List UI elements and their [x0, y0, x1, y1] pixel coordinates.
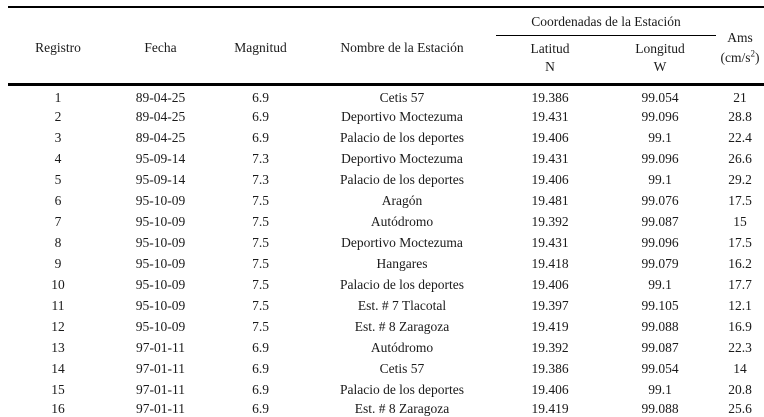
cell-magnitud: 7.5 — [252, 255, 269, 271]
cell-latitud: 19.386 — [531, 360, 569, 376]
longitud-direction: W — [653, 59, 667, 75]
col-header-latitud: Latitud N — [496, 35, 604, 84]
table-row — [8, 190, 764, 211]
cell-magnitud: 7.3 — [252, 171, 269, 187]
cell-magnitud: 7.5 — [252, 276, 269, 292]
cell-registro: 3 — [54, 129, 62, 145]
col-header-longitud: Longitud W — [604, 35, 716, 84]
cell-longitud: 99.088 — [641, 401, 679, 417]
cell-fecha: 97-01-11 — [136, 381, 185, 397]
cell-latitud: 19.406 — [531, 171, 569, 187]
cell-magnitud: 6.9 — [252, 360, 269, 376]
cell-ams: 22.3 — [728, 339, 752, 355]
ams-unit: $(cm/s^2)$ — [720, 48, 760, 65]
table-row — [8, 253, 764, 274]
cell-magnitud: 6.9 — [252, 89, 269, 105]
cell-nombre: Est. # 8 Zaragoza — [354, 318, 450, 334]
cell-ams: 12.1 — [728, 297, 752, 313]
cell-ams: 21 — [733, 89, 747, 105]
cell-nombre: Aragón — [381, 192, 423, 208]
cell-nombre: Hangares — [376, 255, 428, 271]
cell-fecha: 95-10-09 — [135, 213, 186, 229]
cell-ams: 15 — [733, 213, 747, 229]
table-row — [8, 127, 764, 148]
cell-nombre: Deportivo Moctezuma — [341, 234, 463, 250]
cell-fecha: 89-04-25 — [135, 89, 186, 105]
cell-magnitud: 6.9 — [252, 401, 269, 417]
cell-latitud: 19.397 — [531, 297, 569, 313]
cell-latitud: 19.392 — [531, 213, 569, 229]
cell-nombre: Est. # 7 Tlacotal — [357, 297, 447, 313]
cell-longitud: 99.096 — [641, 108, 679, 124]
cell-fecha: 97-01-11 — [136, 360, 185, 376]
table-row — [8, 358, 764, 379]
cell-registro: 5 — [54, 171, 62, 187]
cell-registro: 7 — [54, 213, 62, 229]
cell-nombre: Autódromo — [370, 339, 434, 355]
cell-registro: 4 — [54, 150, 62, 166]
col-group-header-coordenadas: Coordenadas de la Estación — [496, 7, 716, 35]
cell-longitud: 99.076 — [641, 192, 679, 208]
cell-fecha: 95-10-09 — [135, 276, 186, 292]
col-header-fecha: Fecha — [144, 40, 177, 56]
ams-label: Ams — [727, 30, 753, 46]
table-row — [8, 211, 764, 232]
cell-ams: 20.8 — [728, 381, 752, 397]
cell-ams: 16.9 — [728, 318, 752, 334]
cell-latitud: 19.431 — [531, 108, 569, 124]
cell-ams: 16.2 — [728, 255, 752, 271]
cell-nombre: Palacio de los deportes — [339, 129, 465, 145]
cell-latitud: 19.386 — [531, 89, 569, 105]
cell-nombre: Palacio de los deportes — [339, 381, 465, 397]
cell-registro: 14 — [51, 360, 65, 376]
cell-latitud: 19.392 — [531, 339, 569, 355]
cell-nombre: Cetis 57 — [379, 89, 425, 105]
cell-registro: 10 — [51, 276, 65, 292]
cell-ams: 29.2 — [728, 171, 752, 187]
cell-registro: 9 — [54, 255, 62, 271]
table-row — [8, 379, 764, 400]
cell-registro: 13 — [51, 339, 65, 355]
cell-longitud: 99.1 — [648, 171, 672, 187]
cell-latitud: 19.418 — [531, 255, 569, 271]
cell-latitud: 19.419 — [531, 318, 569, 334]
table-row — [8, 232, 764, 253]
cell-ams: 14 — [733, 360, 747, 376]
cell-fecha: 95-10-09 — [135, 234, 186, 250]
cell-fecha: 89-04-25 — [135, 129, 186, 145]
table-body — [8, 84, 764, 417]
cell-registro: 15 — [51, 381, 65, 397]
col-header-nombre-estacion: Nombre de la Estación — [340, 40, 464, 56]
cell-ams: 22.4 — [728, 129, 752, 145]
table-row — [8, 295, 764, 316]
col-header-magnitud: Magnitud — [234, 40, 287, 56]
cell-magnitud: 7.5 — [252, 297, 269, 313]
cell-fecha: 89-04-25 — [135, 108, 186, 124]
cell-magnitud: 6.9 — [252, 339, 269, 355]
table-row — [8, 106, 764, 127]
cell-ams: 28.8 — [728, 108, 752, 124]
cell-magnitud: 7.3 — [252, 150, 269, 166]
cell-magnitud: 7.5 — [252, 318, 269, 334]
cell-fecha: 95-09-14 — [135, 150, 186, 166]
cell-nombre: Palacio de los deportes — [339, 171, 465, 187]
cell-longitud: 99.105 — [641, 297, 679, 313]
col-header-registro: Registro — [35, 40, 81, 56]
cell-magnitud: 7.5 — [252, 213, 269, 229]
table-row — [8, 316, 764, 337]
cell-latitud: 19.419 — [531, 401, 569, 417]
cell-registro: 12 — [51, 318, 65, 334]
cell-latitud: 19.431 — [531, 234, 569, 250]
seismic-records-table — [8, 6, 764, 417]
cell-fecha: 95-10-09 — [135, 192, 186, 208]
cell-longitud: 99.1 — [648, 381, 672, 397]
cell-latitud: 19.406 — [531, 381, 569, 397]
cell-latitud: 19.406 — [531, 129, 569, 145]
cell-fecha: 95-10-09 — [135, 318, 186, 334]
cell-ams: 17.5 — [728, 192, 752, 208]
cell-nombre: Cetis 57 — [379, 360, 425, 376]
cell-ams: 17.7 — [728, 276, 752, 292]
cell-longitud: 99.054 — [641, 360, 679, 376]
table-header — [8, 7, 764, 84]
cell-longitud: 99.1 — [648, 276, 672, 292]
table-row — [8, 337, 764, 358]
cell-longitud: 99.088 — [641, 318, 679, 334]
cell-fecha: 95-10-09 — [135, 255, 186, 271]
cell-nombre: Deportivo Moctezuma — [341, 108, 463, 124]
cell-nombre: Palacio de los deportes — [339, 276, 465, 292]
cell-nombre: Autódromo — [370, 213, 434, 229]
table-row — [8, 274, 764, 295]
cell-longitud: 99.054 — [641, 89, 679, 105]
cell-registro: 6 — [54, 192, 62, 208]
cell-magnitud: 6.9 — [252, 129, 269, 145]
latitud-direction: N — [545, 59, 555, 75]
cell-registro: 2 — [54, 108, 62, 124]
cell-latitud: 19.431 — [531, 150, 569, 166]
cell-nombre: Est. # 8 Zaragoza — [354, 401, 450, 417]
cell-longitud: 99.087 — [641, 339, 679, 355]
table-row — [8, 169, 764, 190]
cell-magnitud: 6.9 — [252, 108, 269, 124]
cell-longitud: 99.079 — [641, 255, 679, 271]
cell-latitud: 19.481 — [531, 192, 569, 208]
table-row — [8, 84, 764, 106]
cell-latitud: 19.406 — [531, 276, 569, 292]
table-row — [8, 148, 764, 169]
cell-registro: 8 — [54, 234, 62, 250]
cell-magnitud: 7.5 — [252, 234, 269, 250]
cell-fecha: 95-10-09 — [135, 297, 186, 313]
cell-longitud: 99.087 — [641, 213, 679, 229]
cell-longitud: 99.1 — [648, 129, 672, 145]
table-row — [8, 400, 764, 417]
cell-nombre: Deportivo Moctezuma — [341, 150, 463, 166]
cell-registro: 1 — [54, 89, 62, 105]
cell-magnitud: 7.5 — [252, 192, 269, 208]
cell-registro: 11 — [51, 297, 65, 313]
cell-longitud: 99.096 — [641, 234, 679, 250]
cell-fecha: 97-01-11 — [136, 401, 185, 417]
cell-ams: 26.6 — [728, 150, 752, 166]
cell-ams: 17.5 — [728, 234, 752, 250]
cell-magnitud: 6.9 — [252, 381, 269, 397]
col-header-ams — [716, 7, 764, 84]
cell-registro: 16 — [51, 401, 65, 417]
cell-fecha: 97-01-11 — [136, 339, 185, 355]
cell-fecha: 95-09-14 — [135, 171, 186, 187]
cell-ams: 25.6 — [728, 401, 752, 417]
cell-longitud: 99.096 — [641, 150, 679, 166]
